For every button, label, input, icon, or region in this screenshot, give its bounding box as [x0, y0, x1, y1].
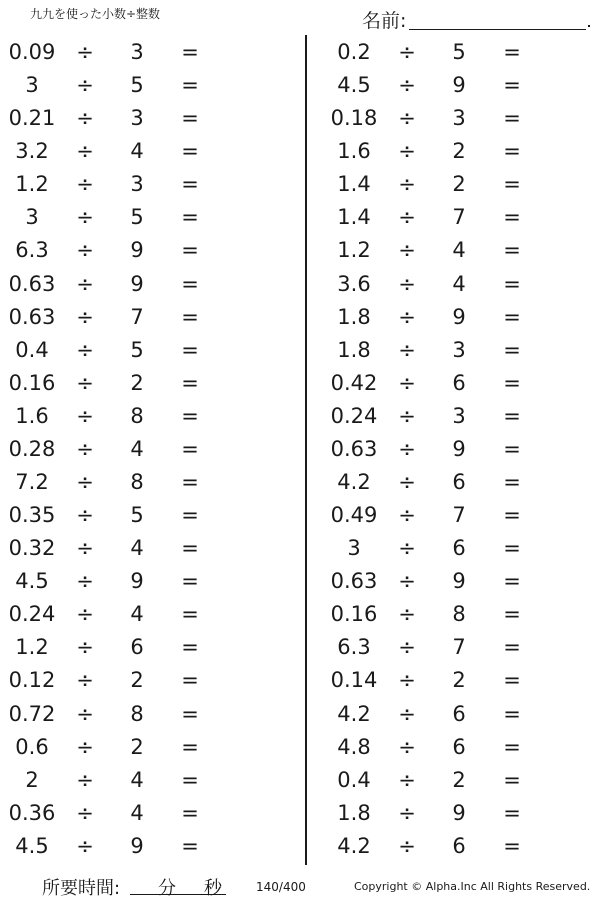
equals-sign: =	[503, 403, 521, 428]
division-sign: ÷	[76, 370, 94, 395]
dividend: 0.72	[8, 701, 56, 726]
division-sign: ÷	[76, 569, 94, 594]
dividend: 7.2	[15, 470, 49, 495]
division-sign: ÷	[398, 800, 416, 825]
problem-row	[0, 234, 300, 267]
name-line-end-dot	[588, 25, 590, 27]
equals-sign: =	[181, 635, 199, 660]
problem-row	[322, 797, 600, 830]
equals-sign: =	[181, 833, 199, 858]
divisor: 3	[452, 106, 466, 131]
division-sign: ÷	[398, 767, 416, 792]
division-sign: ÷	[76, 205, 94, 230]
division-sign: ÷	[398, 271, 416, 296]
division-sign: ÷	[398, 701, 416, 726]
dividend: 1.6	[15, 403, 49, 428]
division-sign: ÷	[76, 304, 94, 329]
equals-sign: =	[181, 337, 199, 362]
divisor: 2	[452, 668, 466, 693]
equals-sign: =	[181, 370, 199, 395]
equals-sign: =	[503, 635, 521, 660]
equals-sign: =	[181, 73, 199, 98]
division-sign: ÷	[398, 436, 416, 461]
equals-sign: =	[181, 106, 199, 131]
dividend: 4.2	[337, 833, 371, 858]
dividend: 0.63	[330, 436, 378, 461]
dividend: 0.35	[8, 503, 56, 528]
name-underline	[409, 29, 586, 30]
division-sign: ÷	[76, 833, 94, 858]
problem-row	[322, 764, 600, 797]
equals-sign: =	[503, 668, 521, 693]
dividend: 6.3	[337, 635, 371, 660]
division-sign: ÷	[398, 370, 416, 395]
problem-row	[0, 499, 300, 532]
divisor: 9	[452, 436, 466, 461]
equals-sign: =	[181, 470, 199, 495]
dividend: 0.6	[15, 734, 49, 759]
problem-row	[322, 466, 600, 499]
equals-sign: =	[503, 139, 521, 164]
division-sign: ÷	[398, 635, 416, 660]
division-sign: ÷	[398, 833, 416, 858]
dividend: 0.32	[8, 536, 56, 561]
divisor: 6	[452, 470, 466, 495]
dividend: 4.2	[337, 701, 371, 726]
problem-row	[322, 301, 600, 334]
problem-row	[0, 598, 300, 631]
problem-row	[322, 69, 600, 102]
division-sign: ÷	[76, 172, 94, 197]
dividend: 0.16	[330, 602, 378, 627]
division-sign: ÷	[398, 569, 416, 594]
dividend: 0.2	[337, 40, 371, 64]
division-sign: ÷	[76, 800, 94, 825]
dividend: 0.4	[15, 337, 49, 362]
divisor: 6	[452, 734, 466, 759]
division-sign: ÷	[76, 271, 94, 296]
division-sign: ÷	[398, 470, 416, 495]
division-sign: ÷	[76, 40, 94, 64]
divisor: 2	[130, 370, 144, 395]
division-sign: ÷	[398, 106, 416, 131]
problem-row	[322, 201, 600, 234]
divisor: 8	[130, 470, 144, 495]
dividend: 1.6	[337, 139, 371, 164]
dividend: 6.3	[15, 238, 49, 263]
divisor: 2	[452, 172, 466, 197]
division-sign: ÷	[76, 734, 94, 759]
division-sign: ÷	[398, 403, 416, 428]
problem-row	[0, 830, 300, 863]
division-sign: ÷	[76, 503, 94, 528]
divisor: 4	[130, 767, 144, 792]
equals-sign: =	[181, 403, 199, 428]
problem-row	[0, 433, 300, 466]
division-sign: ÷	[76, 767, 94, 792]
worksheet-title: 九九を使った小数÷整数	[30, 7, 161, 21]
problem-row	[322, 168, 600, 201]
problem-row	[322, 631, 600, 664]
equals-sign: =	[181, 436, 199, 461]
equals-sign: =	[181, 569, 199, 594]
problem-row	[0, 731, 300, 764]
dividend: 3.6	[337, 271, 371, 296]
problem-row	[322, 433, 600, 466]
equals-sign: =	[181, 701, 199, 726]
divisor: 4	[130, 139, 144, 164]
equals-sign: =	[503, 470, 521, 495]
divisor: 8	[452, 602, 466, 627]
equals-sign: =	[503, 370, 521, 395]
equals-sign: =	[181, 205, 199, 230]
dividend: 3	[347, 536, 361, 561]
problem-row	[322, 565, 600, 598]
equals-sign: =	[181, 668, 199, 693]
equals-sign: =	[503, 503, 521, 528]
problem-row	[322, 36, 600, 69]
division-sign: ÷	[76, 436, 94, 461]
dividend: 0.63	[330, 569, 378, 594]
problem-row	[322, 598, 600, 631]
divisor: 6	[452, 536, 466, 561]
divisor: 6	[130, 635, 144, 660]
equals-sign: =	[503, 106, 521, 131]
divisor: 4	[130, 800, 144, 825]
divisor: 3	[130, 106, 144, 131]
dividend: 0.24	[330, 403, 378, 428]
problem-row	[322, 400, 600, 433]
problem-row	[0, 367, 300, 400]
equals-sign: =	[503, 40, 521, 64]
problem-row	[322, 664, 600, 697]
problem-row	[0, 698, 300, 731]
dividend: 4.5	[15, 833, 49, 858]
equals-sign: =	[503, 569, 521, 594]
dividend: 0.18	[330, 106, 378, 131]
time-required-field	[42, 874, 232, 898]
right-problem-column	[322, 36, 600, 863]
division-sign: ÷	[76, 668, 94, 693]
problem-row	[322, 830, 600, 863]
dividend: 1.8	[337, 337, 371, 362]
division-sign: ÷	[76, 403, 94, 428]
name-label: 名前:	[362, 10, 407, 32]
division-sign: ÷	[398, 536, 416, 561]
dividend: 0.16	[8, 370, 56, 395]
problem-row	[322, 367, 600, 400]
division-sign: ÷	[398, 304, 416, 329]
divisor: 9	[130, 833, 144, 858]
dividend: 0.12	[8, 668, 56, 693]
division-sign: ÷	[76, 337, 94, 362]
time-required-label: 所要時間:	[42, 878, 121, 899]
equals-sign: =	[181, 304, 199, 329]
dividend: 0.09	[8, 40, 56, 64]
dividend: 0.49	[330, 503, 378, 528]
dividend: 2	[25, 767, 39, 792]
divisor: 6	[452, 833, 466, 858]
problem-row	[322, 532, 600, 565]
dividend: 0.21	[8, 106, 56, 131]
division-sign: ÷	[76, 470, 94, 495]
division-sign: ÷	[76, 701, 94, 726]
equals-sign: =	[181, 503, 199, 528]
divisor: 9	[452, 73, 466, 98]
equals-sign: =	[181, 734, 199, 759]
dividend: 3	[25, 73, 39, 98]
divisor: 8	[130, 403, 144, 428]
divisor: 4	[130, 436, 144, 461]
equals-sign: =	[503, 800, 521, 825]
problem-row	[0, 135, 300, 168]
dividend: 0.14	[330, 668, 378, 693]
division-sign: ÷	[398, 602, 416, 627]
problem-row	[0, 268, 300, 301]
equals-sign: =	[181, 800, 199, 825]
problem-row	[0, 301, 300, 334]
divisor: 5	[130, 337, 144, 362]
problem-row	[322, 334, 600, 367]
division-sign: ÷	[398, 337, 416, 362]
equals-sign: =	[503, 304, 521, 329]
dividend: 4.5	[337, 73, 371, 98]
equals-sign: =	[503, 701, 521, 726]
divisor: 2	[452, 139, 466, 164]
divisor: 2	[130, 668, 144, 693]
problem-row	[0, 631, 300, 664]
problem-row	[0, 466, 300, 499]
divisor: 5	[130, 503, 144, 528]
equals-sign: =	[181, 536, 199, 561]
division-sign: ÷	[398, 172, 416, 197]
equals-sign: =	[503, 238, 521, 263]
problem-row	[0, 168, 300, 201]
dividend: 0.63	[8, 271, 56, 296]
dividend: 0.36	[8, 800, 56, 825]
equals-sign: =	[503, 734, 521, 759]
dividend: 0.28	[8, 436, 56, 461]
column-divider	[305, 35, 307, 865]
problem-row	[322, 268, 600, 301]
equals-sign: =	[503, 337, 521, 362]
divisor: 7	[452, 503, 466, 528]
divisor: 9	[452, 569, 466, 594]
divisor: 4	[130, 536, 144, 561]
equals-sign: =	[503, 833, 521, 858]
division-sign: ÷	[398, 73, 416, 98]
divisor: 9	[452, 304, 466, 329]
dividend: 4.8	[337, 734, 371, 759]
equals-sign: =	[503, 172, 521, 197]
equals-sign: =	[503, 205, 521, 230]
division-sign: ÷	[76, 536, 94, 561]
problem-row	[322, 102, 600, 135]
equals-sign: =	[503, 536, 521, 561]
divisor: 2	[130, 734, 144, 759]
dividend: 0.24	[8, 602, 56, 627]
divisor: 9	[130, 569, 144, 594]
division-sign: ÷	[398, 139, 416, 164]
problem-row	[322, 698, 600, 731]
division-sign: ÷	[76, 635, 94, 660]
divisor: 6	[452, 370, 466, 395]
divisor: 4	[452, 238, 466, 263]
divisor: 3	[452, 337, 466, 362]
divisor: 3	[130, 172, 144, 197]
problem-row	[0, 201, 300, 234]
problem-row	[0, 764, 300, 797]
dividend: 1.2	[15, 635, 49, 660]
problem-row	[0, 334, 300, 367]
dividend: 3	[25, 205, 39, 230]
division-sign: ÷	[76, 602, 94, 627]
equals-sign: =	[181, 602, 199, 627]
dividend: 0.4	[337, 767, 371, 792]
dividend: 1.8	[337, 800, 371, 825]
dividend: 0.63	[8, 304, 56, 329]
dividend: 1.4	[337, 172, 371, 197]
problem-row	[322, 499, 600, 532]
dividend: 1.4	[337, 205, 371, 230]
divisor: 9	[130, 238, 144, 263]
equals-sign: =	[503, 436, 521, 461]
division-sign: ÷	[398, 238, 416, 263]
divisor: 5	[452, 40, 466, 64]
equals-sign: =	[503, 73, 521, 98]
divisor: 9	[452, 800, 466, 825]
dividend: 0.42	[330, 370, 378, 395]
copyright-notice: Copyright © Alpha.Inc All Rights Reserved.	[354, 880, 591, 893]
equals-sign: =	[181, 767, 199, 792]
problem-row	[0, 664, 300, 697]
minutes-label: 分	[158, 878, 176, 899]
divisor: 6	[452, 701, 466, 726]
divisor: 7	[452, 635, 466, 660]
divisor: 5	[130, 73, 144, 98]
page-counter: 140/400	[256, 880, 306, 894]
divisor: 7	[452, 205, 466, 230]
equals-sign: =	[503, 767, 521, 792]
equals-sign: =	[181, 238, 199, 263]
dividend: 4.2	[337, 470, 371, 495]
equals-sign: =	[503, 602, 521, 627]
problem-row	[322, 731, 600, 764]
problem-row	[0, 797, 300, 830]
equals-sign: =	[181, 40, 199, 64]
divisor: 5	[130, 205, 144, 230]
dividend: 3.2	[15, 139, 49, 164]
divisor: 9	[130, 271, 144, 296]
division-sign: ÷	[398, 503, 416, 528]
division-sign: ÷	[398, 40, 416, 64]
equals-sign: =	[181, 139, 199, 164]
equals-sign: =	[181, 172, 199, 197]
problem-row	[322, 135, 600, 168]
problem-row	[0, 400, 300, 433]
division-sign: ÷	[76, 73, 94, 98]
division-sign: ÷	[76, 238, 94, 263]
division-sign: ÷	[76, 139, 94, 164]
problem-row	[0, 565, 300, 598]
division-sign: ÷	[76, 106, 94, 131]
division-sign: ÷	[398, 734, 416, 759]
divisor: 3	[130, 40, 144, 64]
division-sign: ÷	[398, 668, 416, 693]
left-problem-column	[0, 36, 300, 863]
divisor: 4	[130, 602, 144, 627]
name-field	[362, 6, 590, 32]
dividend: 4.5	[15, 569, 49, 594]
dividend: 1.2	[337, 238, 371, 263]
division-sign: ÷	[398, 205, 416, 230]
divisor: 3	[452, 403, 466, 428]
problem-row	[0, 69, 300, 102]
equals-sign: =	[503, 271, 521, 296]
problem-row	[0, 102, 300, 135]
divisor: 7	[130, 304, 144, 329]
dividend: 1.8	[337, 304, 371, 329]
divisor: 8	[130, 701, 144, 726]
problem-row	[0, 36, 300, 69]
divisor: 4	[452, 271, 466, 296]
problem-row	[0, 532, 300, 565]
seconds-label: 秒	[204, 878, 222, 899]
equals-sign: =	[181, 271, 199, 296]
dividend: 1.2	[15, 172, 49, 197]
divisor: 2	[452, 767, 466, 792]
problem-row	[322, 234, 600, 267]
